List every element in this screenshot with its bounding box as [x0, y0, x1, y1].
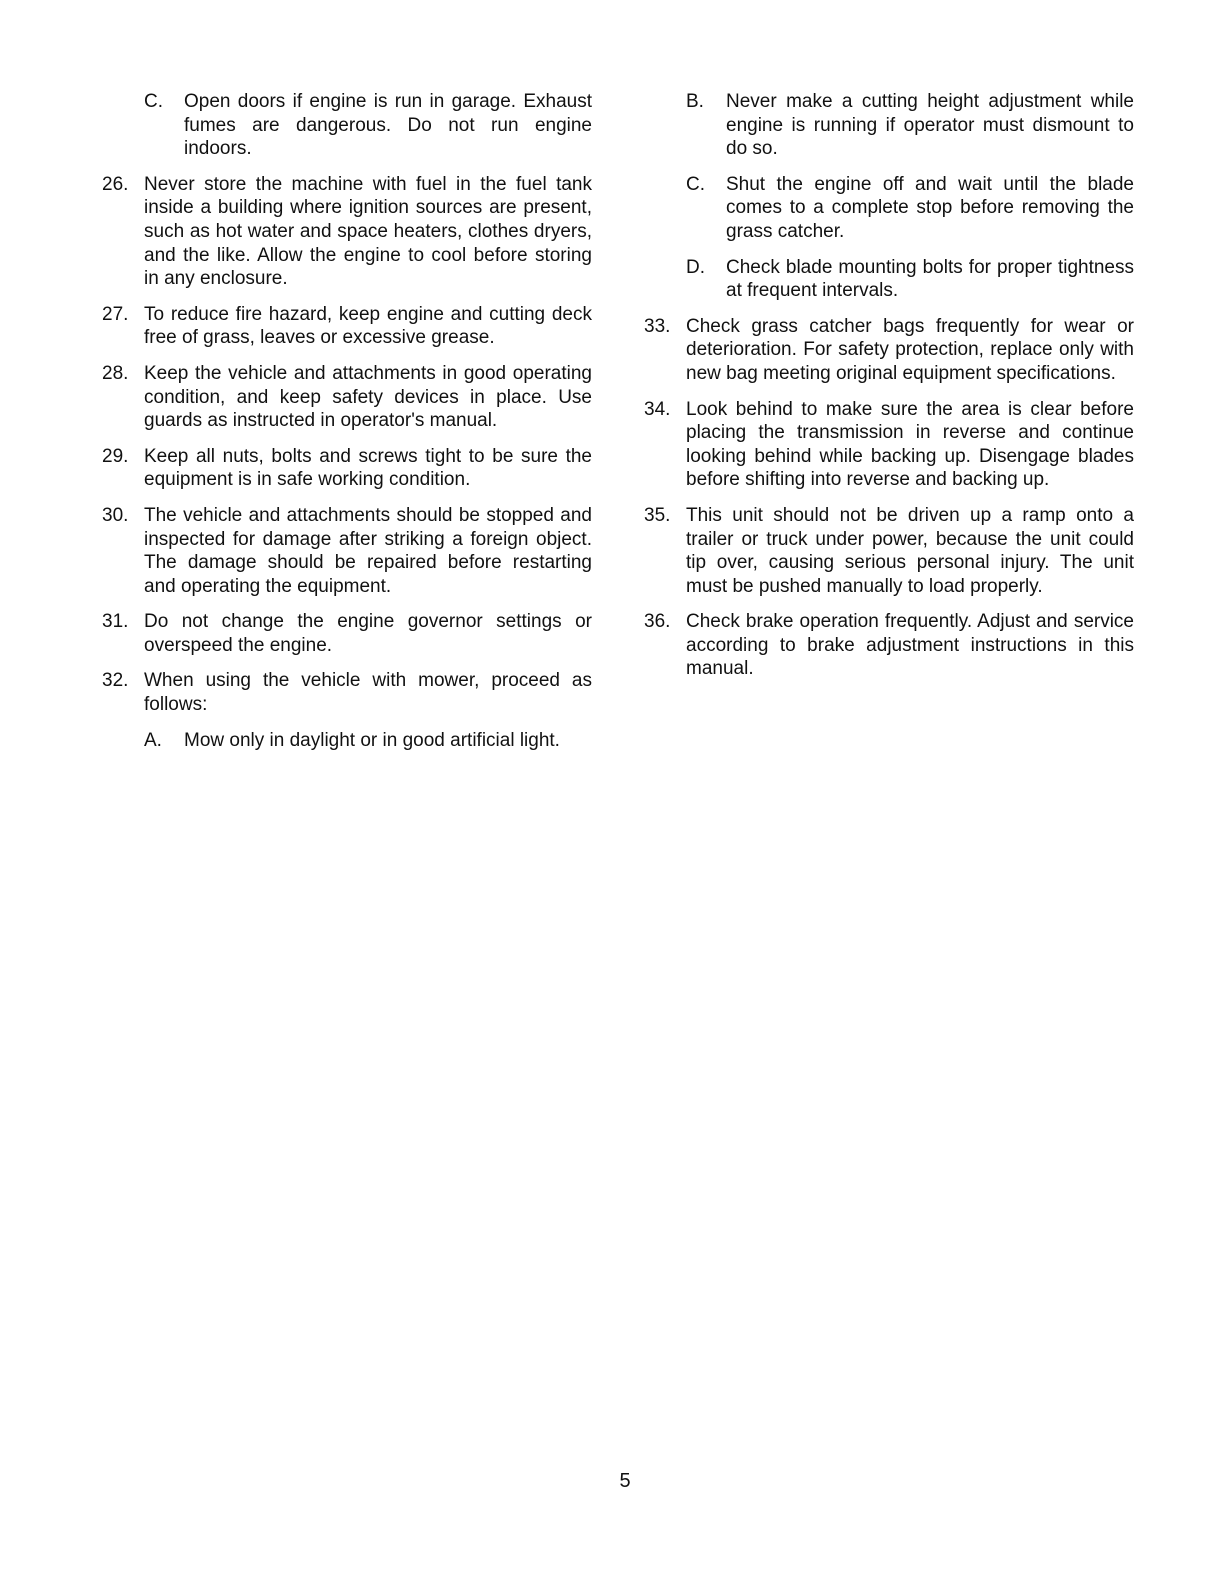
right-column: [644, 90, 1134, 693]
item-text: Keep the vehicle and attachments in good operating condition, and keep safety devices in place. Use guards as instructed in operator's manual.: [144, 362, 592, 432]
sub-item-letter: D.: [686, 256, 705, 278]
item-number: 36.: [644, 611, 671, 633]
sub-item-letter: C.: [144, 91, 163, 112]
item-text: Look behind to make sure the area is clear before placing the transmission in reverse and continue looking behind while backing up. Disengage blades before shifting into reverse and backing up.: [686, 398, 1134, 491]
item-number: 35.: [644, 504, 671, 526]
left-column: [102, 90, 592, 764]
item-number: 32.: [102, 670, 129, 692]
list-item-26: [102, 173, 592, 291]
list-item-31: [102, 610, 592, 657]
item-text: To reduce fire hazard, keep engine and cutting deck free of grass, leaves or excessive grease.: [144, 303, 592, 349]
list-item-33: [644, 315, 1134, 386]
list-item-32: [102, 669, 592, 716]
list-item-36: [644, 610, 1134, 681]
list-item-30: [102, 504, 592, 598]
sub-item-letter: B.: [686, 91, 704, 112]
list-item-27: [102, 303, 592, 350]
item-number: 31.: [102, 611, 129, 633]
item-text: The vehicle and attachments should be stopped and inspected for damage after striking a foreign object. The damage should be repaired before restarting and operating the equipment.: [144, 504, 592, 597]
item-number: 28.: [102, 362, 129, 384]
item-text: Keep all nuts, bolts and screws tight to be sure the equipment is in safe working condition.: [144, 445, 592, 491]
item-number: 33.: [644, 315, 671, 337]
sub-item-d-blade-bolts: [644, 256, 1134, 303]
sub-item-text: Open doors if engine is run in garage. Exhaust fumes are dangerous. Do not run engine indoors.: [184, 91, 592, 160]
page-number: 5: [619, 1470, 631, 1492]
sub-item-b-cutting-height: [644, 90, 1134, 161]
sub-item-c-open-doors: [102, 90, 592, 161]
item-number: 30.: [102, 504, 129, 526]
sub-item-text: Mow only in daylight or in good artificial light.: [184, 729, 560, 751]
sub-item-text: Shut the engine off and wait until the blade comes to a complete stop before removing the grass catcher.: [726, 173, 1134, 242]
item-number: 26.: [102, 173, 129, 195]
item-number: 34.: [644, 398, 671, 420]
list-item-29: [102, 445, 592, 492]
list-item-28: [102, 362, 592, 433]
list-item-34: [644, 398, 1134, 492]
item-text: Check brake operation frequently. Adjust and service according to brake adjustment instructions in this manual.: [686, 611, 1134, 680]
sub-item-letter: A.: [144, 729, 162, 751]
item-number: 29.: [102, 445, 129, 467]
sub-item-c-shut-engine: [644, 173, 1134, 244]
sub-item-letter: C.: [686, 173, 705, 195]
sub-item-text: Never make a cutting height adjustment while engine is running if operator must dismount to do so.: [726, 91, 1134, 160]
item-text: Check grass catcher bags frequently for wear or deterioration. For safety protection, replace only with new bag meeting original equipment specifications.: [686, 315, 1134, 384]
item-text: Do not change the engine governor settings or overspeed the engine.: [144, 611, 592, 656]
item-text: When using the vehicle with mower, proceed as follows:: [144, 670, 592, 716]
item-number: 27.: [102, 303, 129, 325]
sub-item-text: Check blade mounting bolts for proper tightness at frequent intervals.: [726, 256, 1134, 302]
item-text: This unit should not be driven up a ramp onto a trailer or truck under power, because the unit could tip over, causing serious personal injury. The unit must be pushed manually to load properly.: [686, 504, 1134, 597]
list-item-35: [644, 504, 1134, 598]
sub-item-a-mow: [102, 729, 592, 753]
item-text: Never store the machine with fuel in the fuel tank inside a building where ignition sources are present, such as hot water and space heaters, clothes dryers, and the like. Allow the engine to cool before storing in any enclosure.: [144, 173, 592, 290]
